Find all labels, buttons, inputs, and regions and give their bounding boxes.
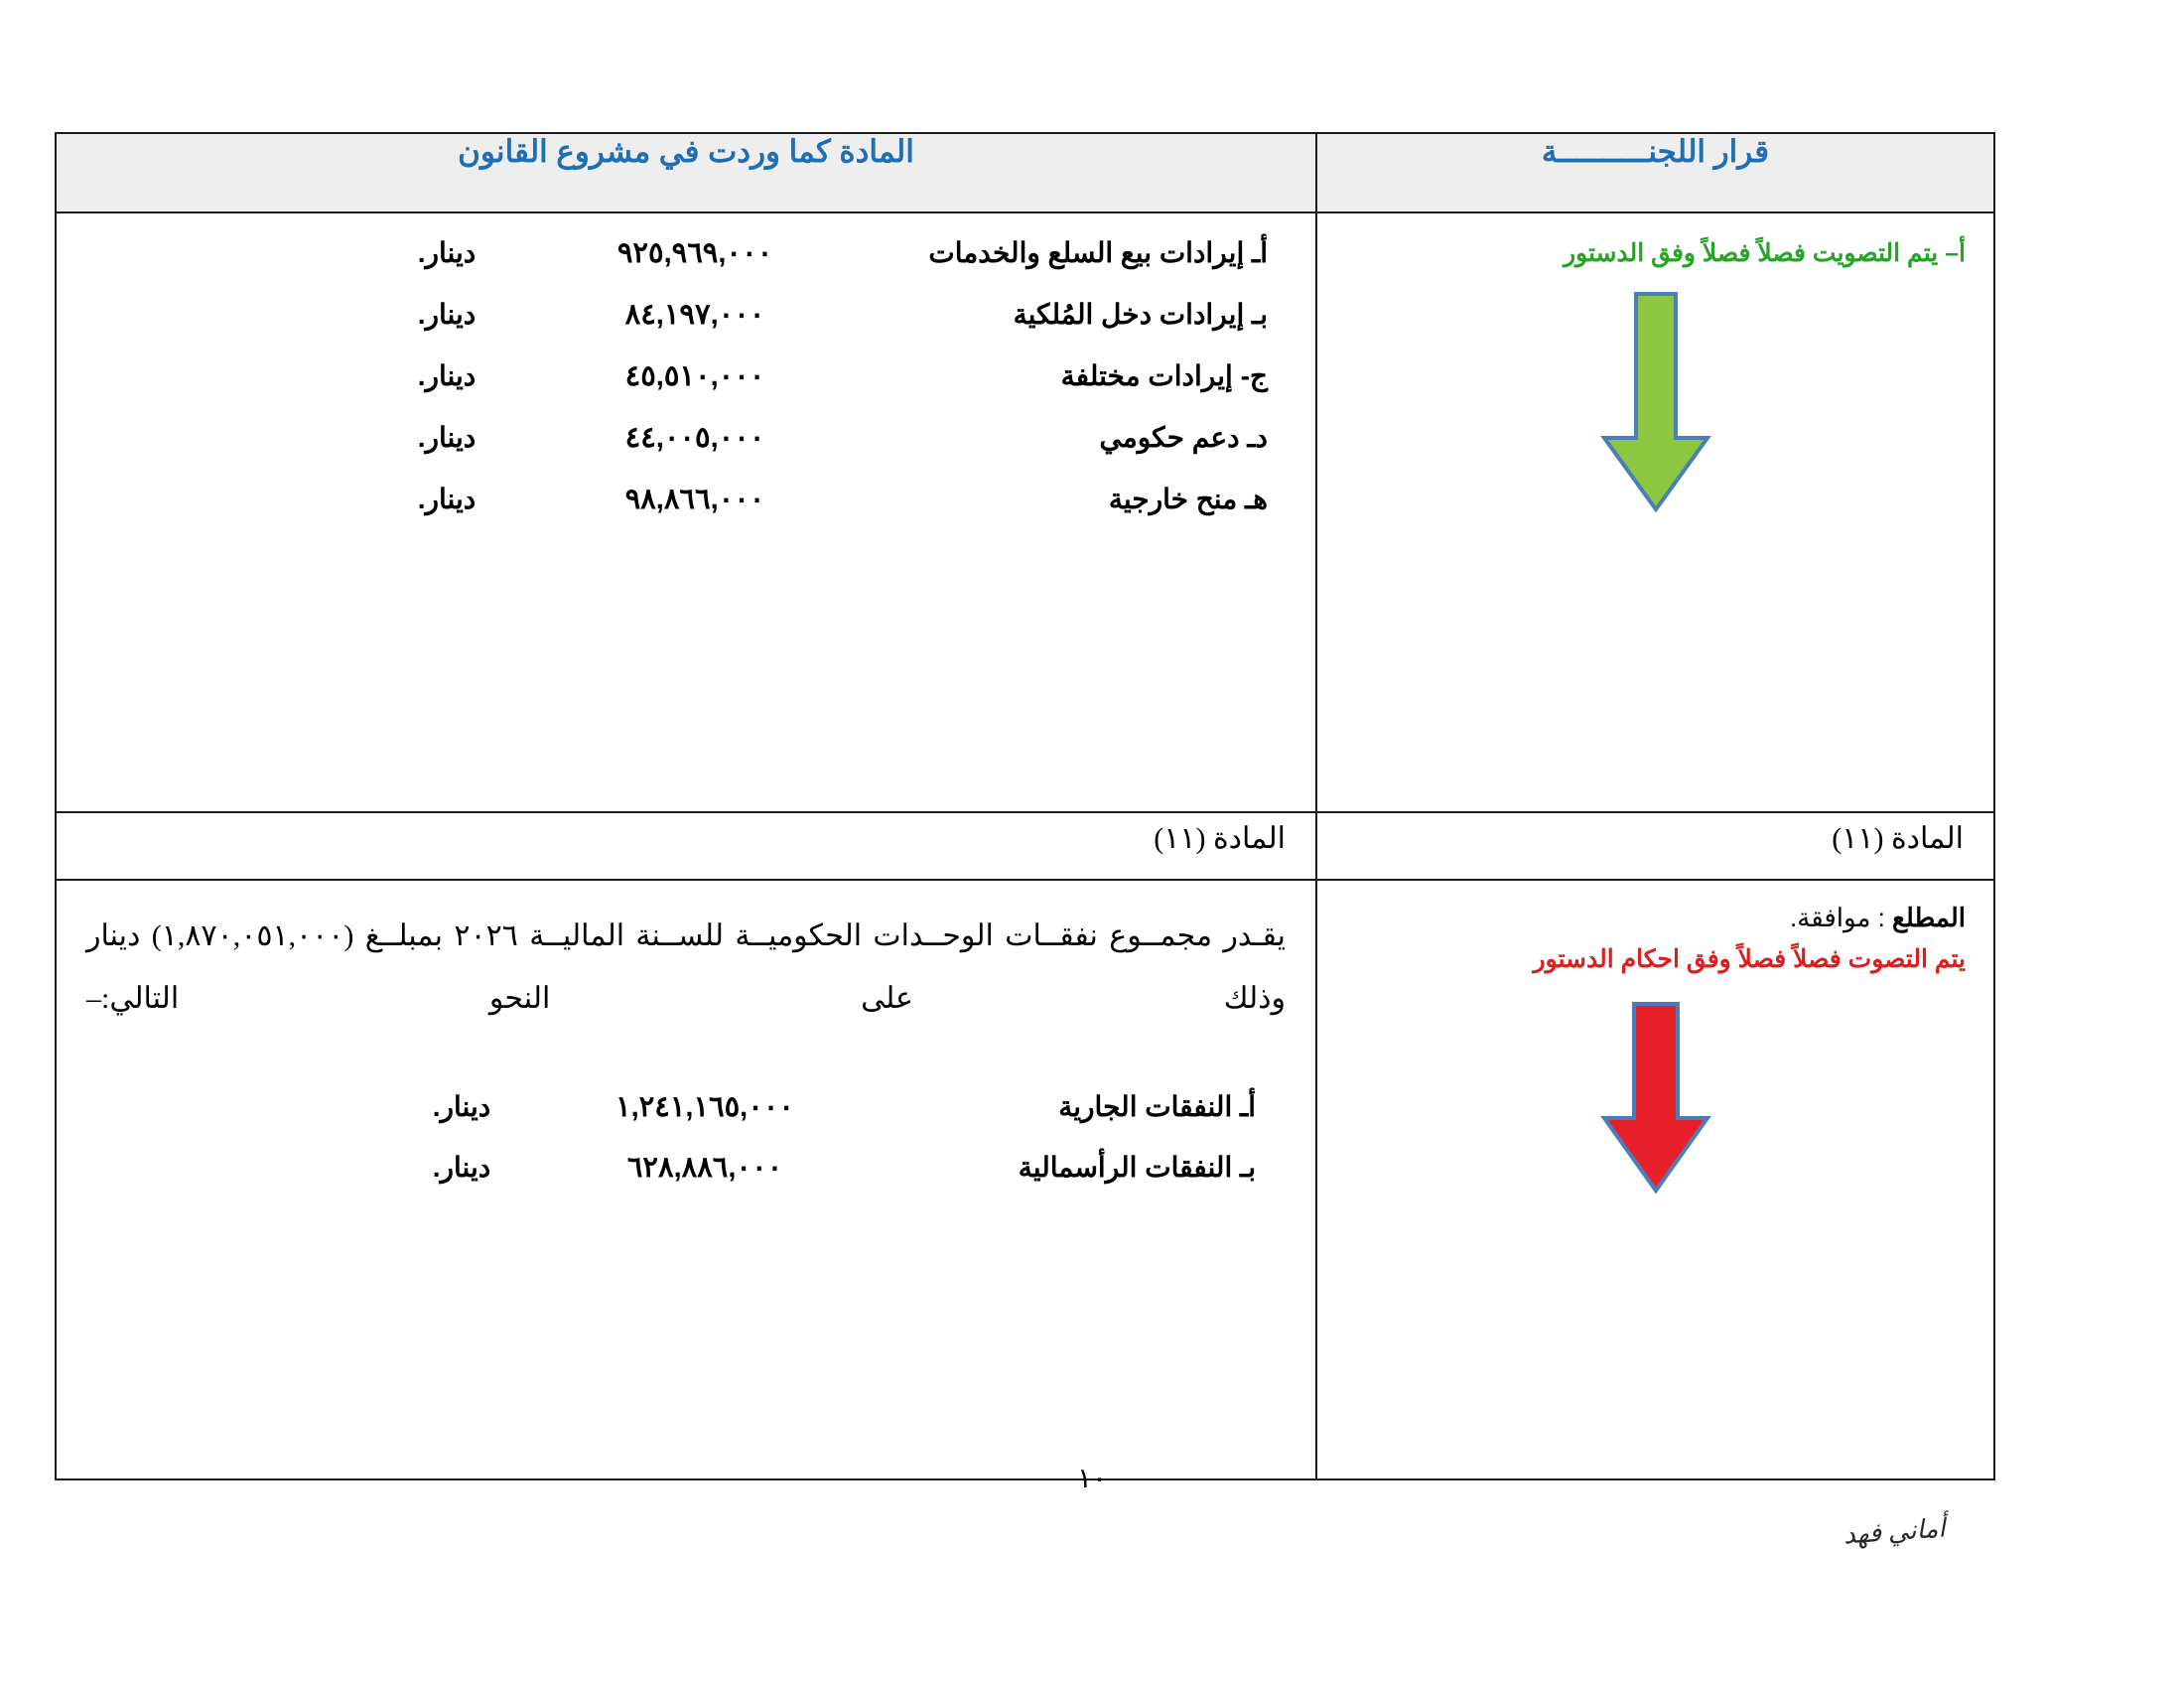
revenue-label: بـ إيرادات دخل المُلكية <box>1013 299 1268 330</box>
header-cell-law <box>56 133 1316 212</box>
expenses-content <box>57 881 1315 1399</box>
revenue-amount: ٨٤,١٩٧,٠٠٠ <box>624 299 765 331</box>
expense-unit: دينار. <box>432 1091 491 1122</box>
down-arrow-green-icon <box>1596 289 1715 517</box>
committee-decision <box>1345 903 1966 933</box>
revenue-unit: دينار. <box>417 422 477 453</box>
header-cell-committee <box>1316 133 1994 212</box>
article-number-law: المادة (١١) <box>1154 822 1286 855</box>
revenue-label: هـ منح خارجية <box>1108 484 1268 514</box>
page-number: ١٠ <box>1076 1464 1108 1494</box>
list-item <box>86 1089 1286 1124</box>
revenues-committee-cell <box>1316 212 1994 812</box>
revenue-label: دـ دعم حكومي <box>1099 422 1268 453</box>
signature: أماني فهد <box>1843 1513 1947 1550</box>
budget-comparison-table <box>55 132 1995 1480</box>
committee-decision-value: : موافقة. <box>1790 903 1893 932</box>
table-header-row <box>56 133 1994 212</box>
table-row <box>56 212 1994 812</box>
list-item <box>86 358 1286 393</box>
article-committee-cell <box>1316 812 1994 880</box>
list-item <box>86 235 1286 270</box>
revenue-label: ج- إيرادات مختلفة <box>1060 360 1268 391</box>
revenues-law-cell <box>56 212 1316 812</box>
expense-label: بـ النفقات الرأسمالية <box>1018 1152 1256 1183</box>
list-item <box>86 482 1286 516</box>
expenses-committee-cell <box>1316 880 1994 1479</box>
down-arrow-green-wrapper <box>1345 289 1966 517</box>
revenue-unit: دينار. <box>417 360 477 391</box>
revenue-amount: ٤٥,٥١٠,٠٠٠ <box>624 360 765 392</box>
revenue-unit: دينار. <box>417 237 477 268</box>
list-item <box>86 297 1286 332</box>
down-arrow-red-wrapper <box>1345 999 1966 1197</box>
revenue-unit: دينار. <box>417 484 477 514</box>
expense-unit: دينار. <box>432 1152 491 1183</box>
header-law-label: المادة كما وردت في مشروع القانون <box>458 134 914 169</box>
spacer <box>86 1030 1286 1063</box>
expenses-law-cell <box>56 880 1316 1479</box>
expense-amount: ٦٢٨,٨٨٦,٠٠٠ <box>626 1152 783 1184</box>
expense-label: أـ النفقات الجارية <box>1058 1091 1256 1122</box>
table-row <box>56 812 1994 880</box>
committee-vote-note-red: يتم التصوت فصلاً فصلاً وفق احكام الدستور <box>1533 945 1966 973</box>
article-law-cell <box>56 812 1316 880</box>
header-committee-label: قرار اللجنــــــــــة <box>1541 134 1770 169</box>
revenue-unit: دينار. <box>417 299 477 330</box>
list-item <box>86 1150 1286 1185</box>
revenues-list <box>57 213 1315 811</box>
revenue-amount: ٩٨,٨٦٦,٠٠٠ <box>624 484 765 515</box>
committee-vote-note-green: أ– يتم التصويت فصلاً فصلاً وفق الدستور <box>1563 239 1966 267</box>
revenue-amount: ٤٤,٠٠٥,٠٠٠ <box>624 422 765 454</box>
expense-amount: ١,٢٤١,١٦٥,٠٠٠ <box>615 1091 794 1123</box>
article-number-committee: المادة (١١) <box>1832 822 1964 855</box>
revenue-amount: ٩٢٥,٩٦٩,٠٠٠ <box>616 237 773 269</box>
list-item <box>86 420 1286 455</box>
expenses-paragraph: يقـدر مجمــوع نفقــات الوحــدات الحكوميــة للســنة الماليــة ٢٠٢٦ بمبلــغ (١,٨٧٠,٠٥١,٠٠٠) دينار وذلك على النحو التالي:– <box>86 919 1286 1015</box>
committee-decision-label: المطلع <box>1892 903 1966 932</box>
down-arrow-red-icon <box>1596 999 1715 1197</box>
table-row <box>56 880 1994 1479</box>
revenue-label: أـ إيرادات بيع السلع والخدمات <box>928 237 1268 268</box>
